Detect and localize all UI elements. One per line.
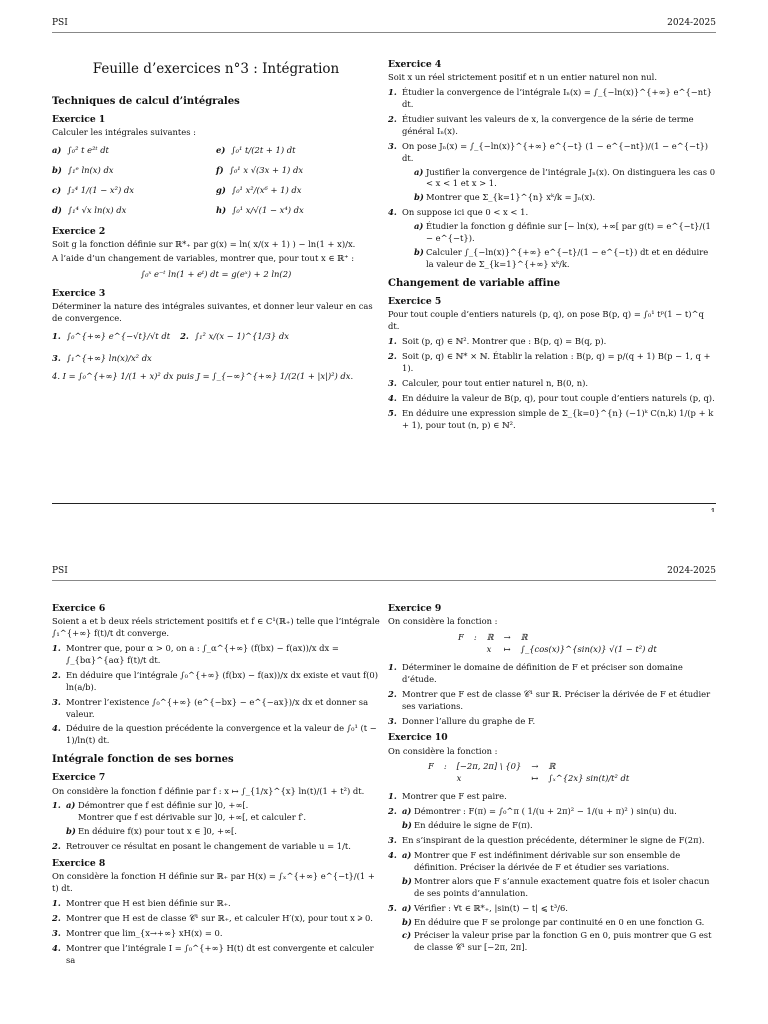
question: 1. Soit (p, q) ∈ ℕ². Montrer que : B(p, q) = B(q, p). <box>388 335 607 346</box>
subquestion-list <box>66 800 380 838</box>
question: 3. En s’inspirant de la question précédente, déterminer le signe de F(2π). <box>388 835 705 846</box>
exercise-intro: On considère la fonction : <box>388 616 498 627</box>
integral-item: e) ∫₀¹ t/(2t + 1) dt <box>216 145 296 156</box>
exercise-intro: On considère la fonction H définie sur ℝ₊ par H(x) = ∫ₓ^{+∞} e^{−t}/(1 + t) dt. <box>52 871 375 894</box>
question: 4. a) Montrer que F est indéfiniment dérivable sur son ensemble de définition. Préciser la dérivée de F et étudier ses variations. b) Montrer alors que F s’annule exactement quatre fois et isoler chacun de ses points d’annulation. <box>402 850 716 900</box>
exercise-title: Exercice 6 <box>52 603 106 614</box>
page1-right-column <box>388 54 716 435</box>
exercise-title: Exercice 10 <box>388 732 448 744</box>
exercise-text: A l’aide d’un changement de variables, montrer que, pour tout x ∈ ℝ⁺ : <box>52 253 355 263</box>
question: 5. a) Vérifier : ∀t ∈ ℝ*₊, |sin(t) − t| ⩽ t³/6. b) En déduire que F se prolonge par continuité en 0 en une fonction G. c) Préciser la valeur prise par la fonction G en 0, puis montrer que G est de classe 𝒞¹ sur [−2π, 2π]. <box>402 903 716 955</box>
question: 1. Montrer que F est paire. <box>388 791 507 802</box>
question: 5. En déduire une expression simple de Σ_{k=0}^{n} (−1)ᵏ C(n,k) 1/(p + k + 1), pour tout (n, p) ∈ ℕ². <box>388 407 714 430</box>
integral-row <box>52 331 380 365</box>
exercise-title: Exercice 2 <box>52 226 106 238</box>
question: 3. Donner l’allure du graphe de F. <box>388 715 536 726</box>
section-title: Techniques de calcul d’intégrales <box>52 96 240 108</box>
exercise-intro: Pour tout couple d’entiers naturels (p, q), on pose B(p, q) = ∫₀¹ tᵖ(1 − t)^q dt. <box>388 309 704 332</box>
display-formula: ∫₀ˣ e⁻ᵗ ln(1 + eᵗ) dt = g(eˣ) + 2 ln(2) <box>140 268 292 279</box>
subquestion: b) En déduire f(x) pour tout x ∈ ]0, +∞[. <box>66 826 237 837</box>
header-right: 2024-2025 <box>667 566 716 576</box>
integral-item: h) ∫₀¹ x/√(1 − x⁴) dx <box>216 205 304 216</box>
subquestion: a) Montrer que F est indéfiniment dérivable sur son ensemble de définition. Préciser la dérivée de F et étudier ses variations. <box>402 849 681 872</box>
subquestion-list <box>414 167 716 205</box>
integral-item: a) ∫₀² t e²ᵗ dt <box>52 145 109 156</box>
exercise-intro: On considère la fonction f définie par f : x ↦ ∫_{1/x}^{x} ln(t)/(1 + t²) dt. <box>52 785 365 796</box>
question: 1. Montrer que H est bien définie sur ℝ₊. <box>52 898 231 909</box>
question: 1. Déterminer le domaine de définition de F et préciser son domaine d’étude. <box>388 661 683 684</box>
question: 1. Étudier la convergence de l’intégrale Iₙ(x) = ∫_{−ln(x)}^{+∞} e^{−nt} dt. <box>388 86 712 109</box>
subquestion: b) En déduire que F se prolonge par continuité en 0 en une fonction G. <box>402 916 705 927</box>
exercise-title: Exercice 7 <box>52 772 106 784</box>
subquestion: b) En déduire le signe de F(π). <box>402 820 533 831</box>
question-list <box>388 662 716 728</box>
question: 3. On pose Jₙ(x) = ∫_{−ln(x)}^{+∞} e^{−t} (1 − e^{−nt})/(1 − e^{−t}) dt. a) Justifier la convergence de l’intégrale Jₙ(x). On distinguera les cas 0 < x < 1 et x > 1. b) Montrer que Σ_{k=1}^{n} xᵏ/k = Jₙ(x). <box>388 140 716 203</box>
integral-item: d) ∫₁⁴ √x ln(x) dx <box>52 205 127 216</box>
subquestion: b) Montrer alors que F s’annule exactement quatre fois et isoler chacun de ses points d’annulation. <box>402 875 710 898</box>
section-title: Intégrale fonction de ses bornes <box>52 754 234 766</box>
page1-left-column <box>52 58 380 385</box>
subquestion: a) Justifier la convergence de l’intégrale Jₙ(x). On distinguera les cas 0 < x < 1 et x > 1. <box>414 166 716 189</box>
exercise-title: Exercice 3 <box>52 287 106 299</box>
question: 2. Soit (p, q) ∈ ℕ* × ℕ. Établir la relation : B(p, q) = p/(q + 1) B(p − 1, q + 1). <box>388 350 711 373</box>
exercise-intro: Calculer les intégrales suivantes : <box>52 127 196 138</box>
exercise-title: Exercice 1 <box>52 114 106 126</box>
integral-item: 1. ∫₀^{+∞} e^{−√t}/√t dt <box>52 330 171 341</box>
exercise-title: Exercice 4 <box>388 59 442 70</box>
question: 4. Montrer que l’intégrale I = ∫₀^{+∞} H(t) dt est convergente et calculer sa <box>52 942 374 965</box>
subquestion-list <box>402 903 716 955</box>
function-definition: F : [−2π, 2π] \ {0} → ℝ x ↦ ∫ₓ^{2x} sin(t)/t² dt <box>428 761 630 784</box>
question-list <box>388 336 716 431</box>
subquestion: a) Démontrer que f est définie sur ]0, +∞[. Montrer que f est dérivable sur ]0, +∞[, et calculer f′. <box>66 800 307 823</box>
question: 1. Montrer que, pour α > 0, on a : ∫_α^{+∞} (f(bx) − f(ax))/x dx = ∫_{bα}^{aα} f(t)/t dt. <box>52 642 339 665</box>
subquestion-list <box>402 850 716 900</box>
exercise-intro: Soient a et b deux réels strictement positifs et f ∈ C¹(ℝ₊) telle que l’intégrale ∫₁^{+∞} f(t)/t dt converge. <box>52 616 380 638</box>
question: 1. a) Démontrer que f est définie sur ]0, +∞[. Montrer que f est dérivable sur ]0, +∞[, et calculer f′. b) En déduire f(x) pour tout x ∈ ]0, +∞[. <box>66 800 380 838</box>
section-title: Changement de variable affine <box>388 277 561 289</box>
question-list <box>52 643 380 747</box>
running-header <box>52 566 716 581</box>
question: 3. Montrer que lim_{x→+∞} xH(x) = 0. <box>52 927 223 938</box>
subquestion: a) Vérifier : ∀t ∈ ℝ*₊, |sin(t) − t| ⩽ t³/6. <box>402 902 568 913</box>
integral-item: 2. ∫₁² x/(x − 1)^{1/3} dx <box>180 330 289 341</box>
question: 4. En déduire la valeur de B(p, q), pour tout couple d’entiers naturels (p, q). <box>388 392 715 403</box>
header-left: PSI <box>52 18 68 28</box>
function-definition: F : ℝ → ℝ x ↦ ∫_{cos(x)}^{sin(x)} √(1 − t²) dt <box>458 631 657 654</box>
subquestion: c) Préciser la valeur prise par la fonction G en 0, puis montrer que G est de classe 𝒞¹ sur [−2π, 2π]. <box>402 930 712 953</box>
question: 2. Étudier suivant les valeurs de x, la convergence de la série de terme général Iₙ(x). <box>388 113 694 136</box>
question: 3. Calculer, pour tout entier naturel n, B(0, n). <box>388 377 589 388</box>
page2-right-column <box>388 598 716 958</box>
page2-left-column <box>52 598 380 971</box>
exercise-title: Exercice 8 <box>52 858 106 870</box>
question-list <box>388 791 716 954</box>
integral-item: g) ∫₀¹ x²/(x⁶ + 1) dx <box>216 185 302 196</box>
question: 2. Montrer que F est de classe 𝒞¹ sur ℝ. Préciser la dérivée de F et étudier ses variations. <box>388 688 711 711</box>
exercise-text: Soit g la fonction définie sur ℝ*₊ par g(x) = ln( x/(x + 1) ) − ln(1 + x)/x. <box>52 239 356 250</box>
page-bottom-rule <box>52 503 716 504</box>
header-right: 2024-2025 <box>667 18 716 28</box>
page-2 <box>0 560 768 1024</box>
subquestion-list <box>414 221 716 271</box>
subquestion: b) Calculer ∫_{−ln(x)}^{+∞} e^{−t}/(1 − e^{−t}) dt et en déduire la valeur de Σ_{k=1}^{+∞} xᵏ/k. <box>414 247 709 269</box>
question-list <box>52 800 380 853</box>
sheet-title: Feuille d’exercices n°3 : Intégration <box>92 61 340 77</box>
subquestion-list <box>402 806 716 832</box>
page-gap <box>0 512 768 560</box>
question: 2. Montrer que H est de classe 𝒞¹ sur ℝ₊, et calculer H′(x), pour tout x ⩾ 0. <box>52 912 373 923</box>
exercise-title: Exercice 5 <box>388 296 442 308</box>
question: 2. En déduire que l’intégrale ∫₀^{+∞} (f(bx) − f(ax))/x dx existe et vaut f(0) ln(a/b). <box>52 669 378 692</box>
integral-item: f) ∫₀¹ x √(3x + 1) dx <box>216 165 304 176</box>
header-left: PSI <box>52 566 68 576</box>
question: 4. Déduire de la question précédente la convergence et la valeur de ∫₀¹ (t − 1)/ln(t) dt. <box>52 723 377 746</box>
exercise-intro: Déterminer la nature des intégrales suivantes, et donner leur valeur en cas de convergence. <box>52 300 373 323</box>
integral-item: 3. ∫₁^{+∞} ln(x)/x² dx <box>52 352 152 363</box>
question: 2. Retrouver ce résultat en posant le changement de variable u = 1/t. <box>52 841 351 852</box>
question: 4. On suppose ici que 0 < x < 1. a) Étudier la fonction g définie sur [− ln(x), +∞[ par g(t) = e^{−t}/(1 − e^{−t}). b) Calculer ∫_{−ln(x)}^{+∞} e^{−t}/(1 − e^{−t}) dt et en déduire la valeur de Σ_{k=1}^{+∞} xᵏ/k. <box>402 207 716 271</box>
question-list <box>388 87 716 271</box>
subquestion: a) Démontrer : F(π) = ∫₀^π ( 1/(u + 2π)² − 1/(u + π)² ) sin(u) du. <box>402 806 677 817</box>
exercise-title: Exercice 9 <box>388 603 442 614</box>
question: 2. a) Démontrer : F(π) = ∫₀^π ( 1/(u + 2π)² − 1/(u + π)² ) sin(u) du. b) En déduire le signe de F(π). <box>402 806 716 832</box>
integral-item: c) ∫₂⁴ 1/(1 − x²) dx <box>52 185 134 196</box>
integral-list <box>52 145 380 217</box>
subquestion: a) Étudier la fonction g définie sur [− ln(x), +∞[ par g(t) = e^{−t}/(1 − e^{−t}). <box>414 221 711 244</box>
question: 3. Montrer l’existence ∫₀^{+∞} (e^{−bx} − e^{−ax})/x dx et donner sa valeur. <box>52 696 369 719</box>
exercise-intro: On considère la fonction : <box>388 745 498 756</box>
subquestion: b) Montrer que Σ_{k=1}^{n} xᵏ/k = Jₙ(x). <box>414 192 596 203</box>
exercise-item: 4. I = ∫₀^{+∞} 1/(1 + x)² dx puis J = ∫_{−∞}^{+∞} 1/(2(1 + |x|)²) dx. <box>52 370 354 381</box>
question-list <box>52 898 380 967</box>
running-header <box>52 18 716 33</box>
exercise-intro: Soit x un réel strictement positif et n un entier naturel non nul. <box>388 72 658 83</box>
integral-item: b) ∫₁ᵉ ln(x) dx <box>52 165 114 176</box>
